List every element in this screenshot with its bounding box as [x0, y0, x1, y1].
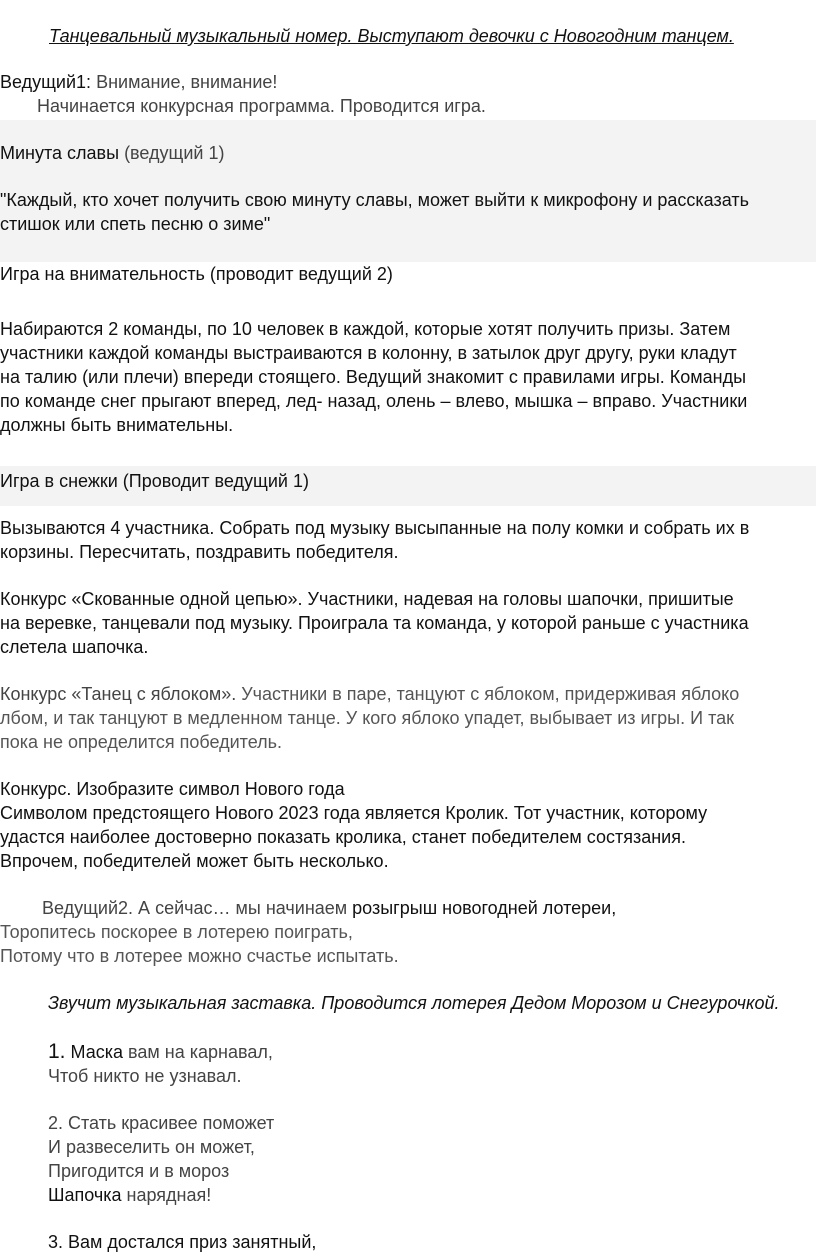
prize2-line-3: Пригодится и в мороз [48, 1161, 230, 1181]
attention-text-4: по команде снег прыгают вперед, лед- назад, олень – влево, мышка – вправо. Участники [0, 391, 748, 411]
snowballs-text-2: корзины. Пересчитать, поздравить победителя. [0, 542, 399, 562]
apple-text: Участники в паре, танцуют с яблоком, придерживая яблоко [236, 684, 740, 704]
snowballs-text-1: Вызываются 4 участника. Собрать под музыку высыпанные на полу комки и собрать их в [0, 518, 750, 538]
prize3-line-1: 3. Вам достался приз занятный, [48, 1232, 317, 1252]
attention-title: Игра на внимательность (проводит ведущий 2) [0, 264, 393, 284]
prize2-line-1: 2. Стать красивее поможет [48, 1113, 275, 1133]
prize1-rest: вам на карнавал, [123, 1042, 273, 1062]
prize2-word: Шапочка [48, 1185, 122, 1205]
attention-text-1: Набираются 2 команды, по 10 человек в каждой, которые хотят получить призы. Затем [0, 319, 731, 339]
lottery-line-1 [42, 896, 616, 920]
prize1-line-1 [48, 1040, 273, 1064]
lottery-line-2: Торопитесь поскорее в лотерею поиграть, [0, 922, 353, 942]
attention-text-5: должны быть внимательны. [0, 415, 234, 435]
symbol-text-2: удастся наиболее достоверно показать кролика, станет победителем состязания. [0, 827, 686, 847]
minute-note: (ведущий 1) [119, 143, 225, 163]
chained-text: Участники, надевая на головы шапочки, пришитые [302, 589, 734, 609]
chained-title: Конкурс «Скованные одной цепью». [0, 589, 303, 609]
apple-line-1 [0, 682, 739, 706]
minute-text-2: стишок или спеть песню о зиме" [0, 214, 271, 234]
prize1-line-2: Чтоб никто не узнавал. [48, 1066, 242, 1086]
prize2-line-4 [48, 1183, 211, 1207]
header-line: Танцевальный музыкальный номер. Выступают девочки с Новогодним танцем. [49, 26, 734, 46]
prize2-rest: нарядная! [121, 1185, 212, 1205]
chained-line-3: слетела шапочка. [0, 637, 149, 657]
symbol-title: Конкурс. Изобразите символ Нового года [0, 779, 345, 799]
minute-title-line [0, 141, 224, 165]
host1-text: Внимание, внимание! [91, 72, 278, 92]
host1-prefix: Ведущий1: [0, 72, 92, 92]
minute-title: Минута славы [0, 143, 120, 163]
lottery-line-3: Потому что в лотерее можно счастье испытать. [0, 946, 399, 966]
apple-line-3: пока не определится победитель. [0, 732, 283, 752]
symbol-text-1: Символом предстоящего Нового 2023 года является Кролик. Тот участник, которому [0, 803, 708, 823]
chained-line-2: на веревке, танцевали под музыку. Проиграла та команда, у которой раньше с участника [0, 613, 749, 633]
host1-line1 [0, 70, 277, 94]
apple-line-2: лбом, и так танцуют в медленном танце. У кого яблоко упадет, выбывает из игры. И так [0, 708, 734, 728]
minute-text-1: "Каждый, кто хочет получить свою минуту славы, может выйти к микрофону и рассказать [0, 190, 749, 210]
prize1-number: 1. [48, 1040, 66, 1063]
apple-title: Конкурс «Танец с яблоком». [0, 684, 237, 704]
lottery-strong: розыгрыш новогодней лотереи, [352, 898, 617, 918]
lottery-intro: Ведущий2. А сейчас… мы начинаем [42, 898, 353, 918]
attention-text-2: участники каждой команды выстраиваются в колонну, в затылок друг другу, руки кладут [0, 343, 737, 363]
attention-text-3: на талию (или плечи) впереди стоящего. Ведущий знакомит с правилами игры. Команды [0, 367, 747, 387]
music-note: Звучит музыкальная заставка. Проводится лотерея Дедом Морозом и Снегурочкой. [48, 993, 780, 1013]
symbol-text-3: Впрочем, победителей может быть несколько. [0, 851, 389, 871]
prize2-line-2: И развеселить он может, [48, 1137, 255, 1157]
chained-line-1 [0, 587, 734, 611]
snowballs-title: Игра в снежки (Проводит ведущий 1) [0, 471, 309, 491]
host1-line2: Начинается конкурсная программа. Проводится игра. [37, 96, 486, 116]
prize1-word: Маска [65, 1042, 124, 1062]
